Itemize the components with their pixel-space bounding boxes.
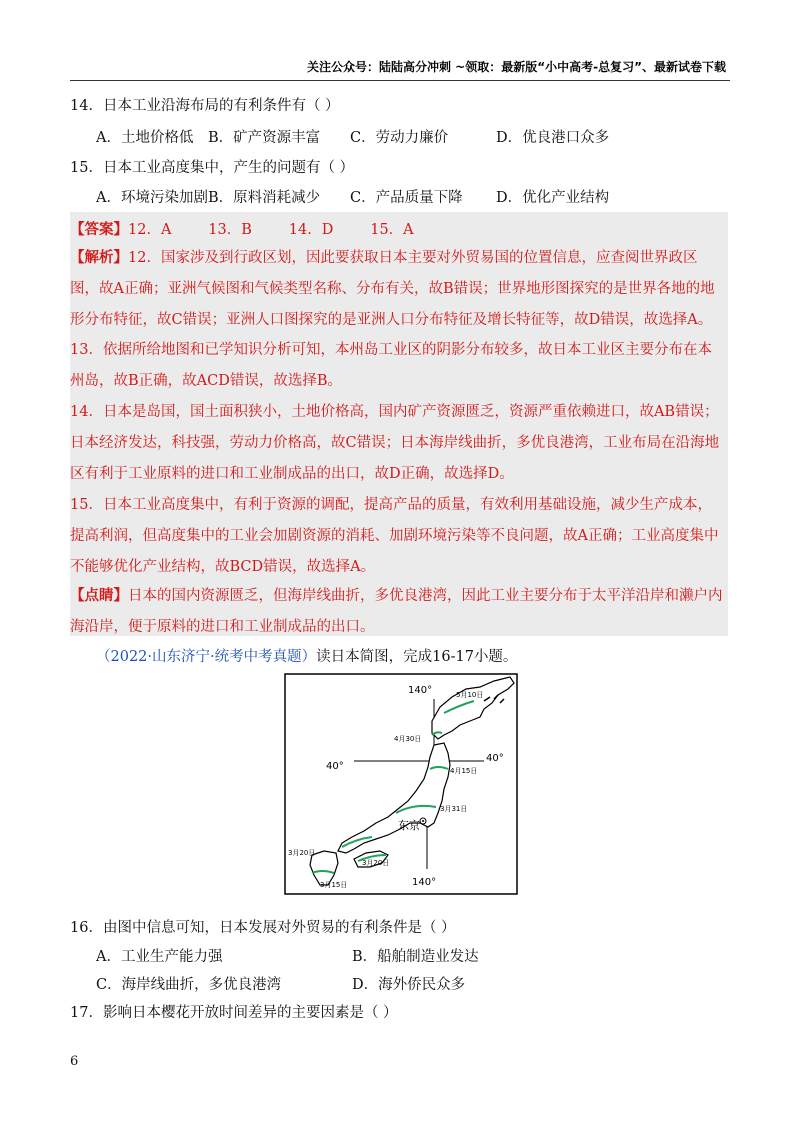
label-isoline-mar15: 3月15日: [320, 881, 348, 889]
tokyo-marker-dot: [422, 820, 424, 822]
analysis-15-text: 15．日本工业高度集中，有利于资源的调配，提高产品的质量，有效利用基础设施，减少生产成本，提高利润，但高度集中的工业会加剧资源的消耗、加剧环境污染等不良问题，故A正确；工业高度集中不能够优化产业结构，故BCD错误，故选择A。: [70, 497, 719, 575]
analysis-14-text: 14．日本是岛国，国土面积狭小，土地价格高，国内矿产资源匮乏，资源严重依赖进口，故AB错误；日本经济发达，科技强，劳动力价格高，故C错误；日本海岸线曲折，多优良港湾，工业布局在沿海地区有利于工业原料的进口和工业制成品的出口，故D正确，故选择D。: [70, 404, 720, 482]
q16-option-d: D．海外侨民众多: [352, 977, 466, 993]
q14-option-c: C．劳动力廉价: [350, 130, 449, 146]
intro-text: 读日本简图，完成16-17小题。: [316, 649, 518, 665]
label-isoline-mar20-left: 3月20日: [288, 849, 316, 857]
analysis-12: [70, 242, 726, 336]
label-lat-left: 40°: [326, 761, 344, 772]
q14-options: [96, 127, 609, 149]
analysis-15: [70, 490, 726, 583]
section-intro: [96, 646, 517, 668]
q16-option-c: C．海岸线曲折，多优良港湾: [96, 977, 282, 993]
header-divider: [70, 80, 730, 81]
comment-label: 【点睛】: [70, 587, 128, 604]
q15-stem: 15．日本工业高度集中，产生的问题有（ ）: [70, 160, 355, 176]
label-isoline-mar31: 3月31日: [440, 805, 468, 813]
q15-option-b: B．原料消耗减少: [208, 190, 321, 206]
q15-option-d: D．优化产业结构: [496, 190, 610, 206]
q16-option-b: B．船舶制造业发达: [352, 949, 479, 965]
analysis-14: [70, 397, 726, 490]
japan-map: [284, 673, 518, 895]
comment-text: 日本的国内资源匮乏，但海岸线曲折，多优良港湾，因此工业主要分布于太平洋沿岸和濑户内海沿岸，便于原料的进口和工业制成品的出口。: [70, 588, 723, 635]
analysis-label: 【解析】: [70, 249, 128, 266]
label-lat-right: 40°: [486, 753, 504, 764]
analysis-12-text: 12．国家涉及到行政区划，因此要获取日本主要对外贸易国的位置信息，应查阅世界政区图，故A正确；亚洲气候图和气候类型名称、分布有关，故B错误；世界地形图探究的是世界各地的地形分布特征，故C错误；亚洲人口图探究的是亚洲人口分布特征及增长特征等，故D错误，故选择A。: [70, 250, 715, 328]
label-isoline-apr15: 4月15日: [450, 767, 478, 775]
q15-options: [96, 187, 609, 209]
label-lon-top: 140°: [408, 685, 433, 696]
label-tokyo: 东京: [398, 819, 420, 832]
q15-option-c: C．产品质量下降: [350, 190, 463, 206]
q14-option-a: A．土地价格低: [96, 130, 194, 146]
label-isoline-mar20-right: 3月20日: [362, 859, 390, 867]
answer-label: 【答案】: [70, 221, 128, 238]
analysis-13: [70, 335, 726, 397]
label-lon-bottom: 140°: [412, 877, 437, 888]
q16-option-a: A．工业生产能力强: [96, 949, 223, 965]
intro-source: （2022·山东济宁·统考中考真题）: [96, 649, 317, 665]
q14-option-d: D．优良港口众多: [496, 130, 610, 146]
q17-stem: 17．影响日本樱花开放时间差异的主要因素是（ ）: [70, 1005, 398, 1021]
label-isoline-may10: 5月10日: [456, 691, 484, 699]
analysis-13-text: 13．依据所给地图和已学知识分析可知，本州岛工业区的阴影分布较多，故日本工业区主要分布在本州岛，故B正确，故ACD错误，故选择B。: [70, 342, 712, 389]
comment: [70, 580, 726, 643]
q15-option-a: A．环境污染加剧: [96, 190, 208, 206]
label-isoline-apr30: 4月30日: [394, 735, 422, 743]
q14-stem: 14．日本工业沿海布局的有利条件有（ ）: [70, 98, 340, 114]
page-header: 关注公众号：陆陆高分冲刺 ~领取：最新版“小中高考-总复习”、最新试卷下载: [307, 60, 726, 74]
page-number: 6: [70, 1054, 79, 1069]
q16-stem: 16．由图中信息可知，日本发展对外贸易的有利条件是（ ）: [70, 920, 456, 936]
q14-option-b: B．矿产资源丰富: [208, 130, 321, 146]
answer-text: 12．A 13．B 14．D 15．A: [128, 222, 414, 238]
